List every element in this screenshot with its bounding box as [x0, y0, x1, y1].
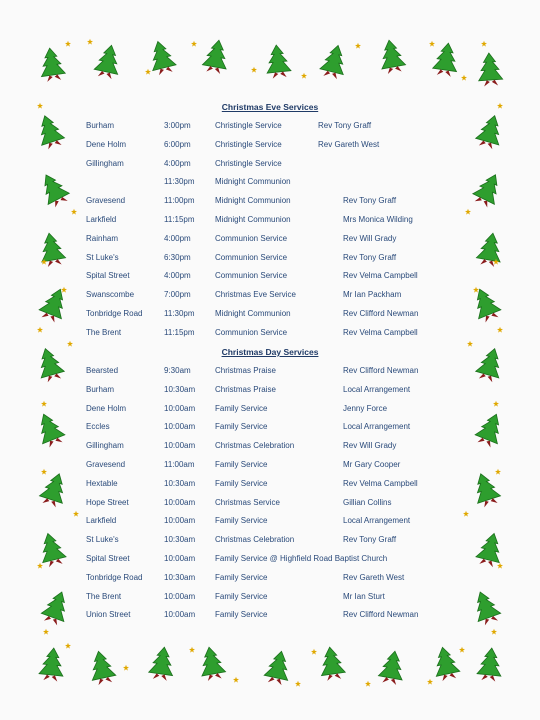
christmas-tree-icon [377, 649, 406, 686]
service-name: Christmas Praise [215, 384, 276, 394]
minister-name: Rev Velma Campbell [343, 271, 418, 281]
place-name: Bearsted [86, 366, 119, 375]
star-icon [461, 75, 467, 81]
star-icon [301, 73, 307, 79]
star-icon [429, 41, 435, 47]
place-name: Hope Street [86, 497, 129, 507]
service-row [0, 441, 540, 459]
star-icon [491, 629, 497, 635]
place-name: The Brent [86, 591, 122, 601]
service-name: Midnight Communion [215, 309, 291, 318]
service-time: 10:00am [164, 554, 196, 563]
service-row [0, 422, 540, 440]
service-name: Family Service @ Highfield Road Baptist Church [215, 554, 388, 563]
star-icon [459, 647, 465, 653]
christmas-eve-heading: Christmas Eve Services [221, 102, 319, 112]
place-name: Burham [86, 121, 115, 130]
service-time: 10:00am [164, 403, 196, 413]
service-time: 10:00am [164, 497, 196, 507]
star-icon [189, 647, 195, 653]
service-name: Communion Service [215, 252, 288, 262]
place-name: Gillingham [86, 158, 124, 168]
christmas-tree-icon [148, 645, 176, 681]
service-row [0, 309, 540, 327]
place-name: Eccles [86, 422, 110, 432]
place-name: St Luke's [86, 252, 119, 262]
service-row [0, 479, 540, 497]
service-time: 10:00am [164, 591, 196, 601]
star-icon [65, 41, 71, 47]
christmas-tree-icon [38, 647, 65, 682]
star-icon [481, 41, 487, 47]
christmas-tree-icon [264, 44, 291, 79]
star-icon [123, 665, 129, 671]
minister-name: Local Arrangement [343, 384, 411, 394]
place-name: Larkfield [86, 215, 117, 224]
service-name: Family Service [215, 591, 268, 601]
service-time: 3:00pm [164, 121, 191, 130]
christmas-tree-icon [146, 39, 177, 77]
christmas-tree-icon [201, 38, 230, 75]
service-time: 4:00pm [164, 158, 191, 168]
star-icon [295, 681, 301, 687]
star-icon [311, 649, 317, 655]
service-row [0, 573, 540, 591]
service-time: 10:30am [164, 572, 196, 582]
service-row [0, 140, 540, 158]
service-row [0, 385, 540, 403]
minister-name: Rev Clifford Newman [343, 309, 419, 318]
place-name: Spital Street [86, 554, 130, 563]
service-time: 11:00pm [164, 196, 195, 206]
service-row [0, 328, 540, 346]
service-name: Family Service [215, 478, 268, 488]
star-icon [65, 643, 71, 649]
place-name: Tonbridge Road [86, 309, 143, 318]
star-icon [251, 67, 257, 73]
service-row [0, 498, 540, 516]
christmas-tree-icon [87, 649, 117, 686]
star-icon [233, 677, 239, 683]
service-time: 9:30am [164, 366, 191, 375]
service-time: 11:30pm [164, 177, 195, 187]
star-icon [145, 69, 151, 75]
place-name: Tonbridge Road [86, 572, 143, 582]
service-row [0, 404, 540, 422]
service-name: Midnight Communion [215, 196, 291, 206]
service-time: 10:30am [164, 478, 196, 488]
service-time: 4:00pm [164, 271, 191, 281]
service-name: Midnight Communion [215, 215, 291, 224]
service-name: Christingle Service [215, 139, 282, 149]
minister-name: Rev Tony Graff [318, 121, 372, 130]
service-row [0, 516, 540, 534]
service-time: 6:00pm [164, 139, 191, 149]
service-name: Family Service [215, 610, 268, 620]
christmas-day-heading: Christmas Day Services [221, 347, 319, 357]
minister-name: Mr Gary Cooper [343, 460, 401, 469]
minister-name: Local Arrangement [343, 516, 411, 526]
service-row [0, 121, 540, 139]
star-icon [365, 681, 371, 687]
service-row [0, 159, 540, 177]
service-time: 10:00am [164, 441, 196, 451]
christmas-tree-icon [263, 649, 293, 686]
service-row [0, 554, 540, 572]
christmas-tree-icon [197, 645, 226, 682]
minister-name: Rev Tony Graff [343, 196, 397, 206]
christmas-tree-icon [377, 38, 406, 75]
service-name: Christingle Service [215, 158, 282, 168]
service-time: 10:00am [164, 516, 196, 526]
service-row [0, 196, 540, 214]
service-name: Communion Service [215, 233, 288, 243]
service-row [0, 271, 540, 289]
service-row [0, 290, 540, 308]
place-name: Gravesend [86, 460, 126, 469]
service-name: Family Service [215, 572, 268, 582]
place-name: Swanscombe [86, 290, 135, 300]
place-name: Burham [86, 384, 115, 394]
minister-name: Rev Gareth West [318, 139, 380, 149]
service-row [0, 177, 540, 195]
star-icon [355, 43, 361, 49]
service-name: Christmas Celebration [215, 441, 295, 451]
minister-name: Rev Clifford Newman [343, 366, 419, 375]
service-time: 6:30pm [164, 252, 191, 262]
minister-name: Mr Ian Sturt [343, 591, 385, 601]
star-icon [87, 39, 93, 45]
service-name: Christmas Eve Service [215, 290, 296, 300]
place-name: Rainham [86, 233, 119, 243]
service-row [0, 592, 540, 610]
service-name: Family Service [215, 422, 268, 432]
service-time: 11:15pm [164, 327, 195, 337]
place-name: Gillingham [86, 441, 124, 451]
minister-name: Mrs Monica Wilding [343, 215, 413, 224]
place-name: Dene Holm [86, 403, 127, 413]
service-row [0, 535, 540, 553]
service-time: 10:30am [164, 384, 196, 394]
service-time: 11:30pm [164, 309, 195, 318]
service-time: 7:00pm [164, 290, 191, 300]
christmas-tree-icon [93, 43, 123, 80]
christmas-tree-icon [432, 41, 460, 77]
service-row [0, 215, 540, 233]
service-row [0, 460, 540, 478]
service-time: 10:30am [164, 535, 196, 545]
service-name: Family Service [215, 460, 268, 469]
service-time: 11:15pm [164, 215, 195, 224]
service-row [0, 366, 540, 384]
minister-name: Rev Gareth West [343, 572, 405, 582]
place-name: Dene Holm [86, 139, 127, 149]
service-name: Communion Service [215, 327, 288, 337]
service-row [0, 253, 540, 271]
service-row [0, 234, 540, 252]
service-row [0, 610, 540, 628]
place-name: Hextable [86, 478, 118, 488]
service-name: Communion Service [215, 271, 288, 281]
minister-name: Rev Tony Graff [343, 252, 397, 262]
service-name: Christmas Celebration [215, 535, 295, 545]
star-icon [427, 679, 433, 685]
star-icon [191, 41, 197, 47]
service-time: 4:00pm [164, 233, 191, 243]
christmas-tree-icon [477, 52, 503, 87]
minister-name: Gillian Collins [343, 497, 392, 507]
minister-name: Local Arrangement [343, 422, 411, 432]
place-name: Larkfield [86, 516, 117, 526]
service-time: 10:00am [164, 610, 196, 620]
minister-name: Rev Clifford Newman [343, 610, 419, 620]
place-name: St Luke's [86, 535, 119, 545]
christmas-tree-icon [431, 645, 461, 682]
service-name: Christingle Service [215, 121, 282, 130]
minister-name: Rev Velma Campbell [343, 478, 418, 488]
service-time: 10:00am [164, 422, 196, 432]
place-name: Gravesend [86, 196, 126, 206]
place-name: Union Street [86, 610, 131, 620]
service-name: Family Service [215, 516, 268, 526]
service-name: Christmas Praise [215, 366, 276, 375]
minister-name: Rev Will Grady [343, 441, 397, 451]
minister-name: Mr Ian Packham [343, 290, 402, 300]
place-name: Spital Street [86, 271, 130, 281]
star-icon [43, 629, 49, 635]
christmas-tree-icon [318, 43, 349, 81]
service-time: 11:00am [164, 460, 195, 469]
service-name: Midnight Communion [215, 177, 291, 187]
christmas-tree-icon [318, 645, 346, 681]
minister-name: Rev Velma Campbell [343, 327, 418, 337]
service-name: Christmas Service [215, 497, 280, 507]
christmas-tree-icon [476, 647, 503, 682]
christmas-tree-icon [38, 46, 66, 82]
place-name: The Brent [86, 327, 122, 337]
minister-name: Rev Tony Graff [343, 535, 397, 545]
service-name: Family Service [215, 403, 268, 413]
minister-name: Jenny Force [343, 403, 388, 413]
minister-name: Rev Will Grady [343, 233, 397, 243]
